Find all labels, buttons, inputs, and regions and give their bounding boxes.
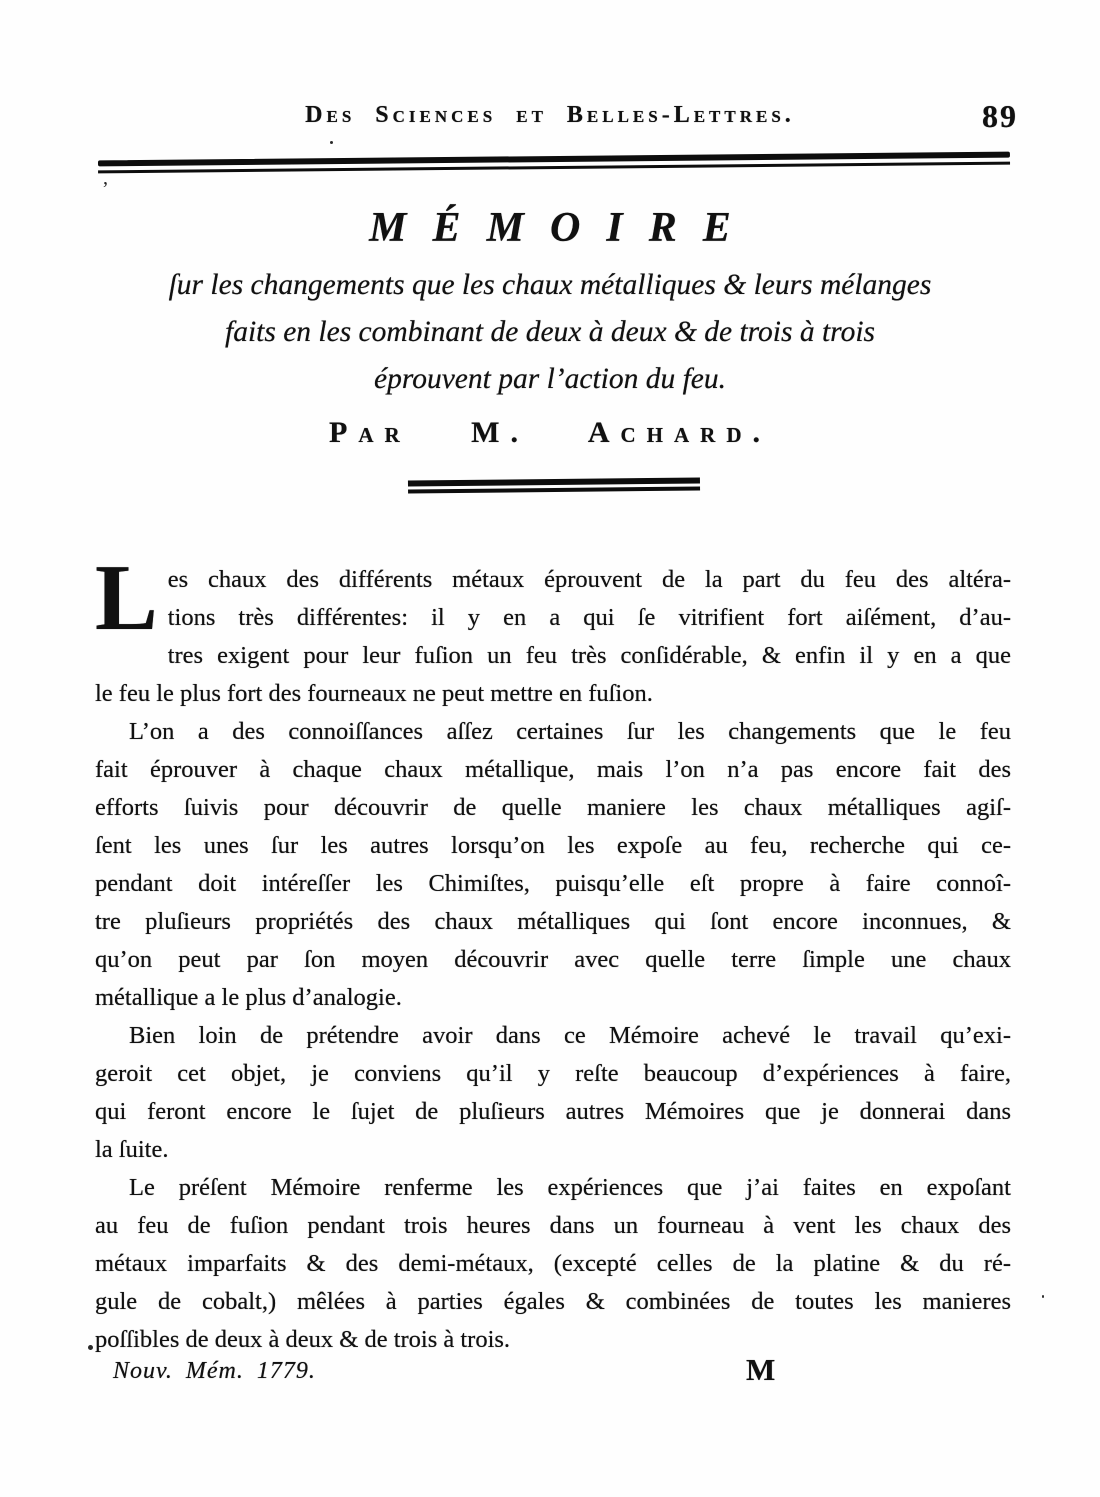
text-line: Le préſent Mémoire renferme les expériences que j’ai faites en expoſant	[129, 1174, 1011, 1201]
author-byline: Par M. Achard.	[329, 416, 771, 449]
text-line: ſent les unes ſur les autres lorsqu’on les expoſe au feu, recherche qui ce-	[95, 832, 1011, 859]
text-line: pendant doit intéreſſer les Chimiſtes, puisqu’elle eſt propre à faire connoî-	[95, 870, 1011, 897]
text-line: fait éprouver à chaque chaux métallique, mais l’on n’a pas encore fait des	[95, 756, 1011, 783]
subtitle-line: éprouvent par l’action du feu.	[373, 363, 726, 395]
text-line: au feu de fuſion pendant trois heures dans un fourneau à vent les chaux des	[95, 1212, 1011, 1239]
text-line: tre pluſieurs propriétés des chaux métalliques qui ſont encore inconnues, &	[95, 908, 1011, 935]
text-line: gule de cobalt,) mêlées à parties égales & combinées de toutes les manieres	[95, 1288, 1011, 1315]
text-line: geroit cet objet, je conviens qu’il y reſte beaucoup d’expériences à faire,	[95, 1060, 1011, 1087]
paragraph	[95, 713, 1011, 1017]
text-line: L’on a des connoiſſances aſſez certaines ſur les changements que le feu	[129, 718, 1011, 745]
text-line: le feu le plus fort des fourneaux ne peut mettre en fuſion.	[95, 680, 653, 707]
text-line: poſſibles de deux à deux & de trois à trois.	[95, 1326, 511, 1353]
paragraph	[95, 1169, 1011, 1359]
scan-speck	[88, 1345, 93, 1350]
signature-mark: M	[746, 1352, 776, 1387]
running-head: Des Sciences et Belles-Lettres.	[305, 102, 795, 128]
paragraph	[95, 1017, 1011, 1169]
body-text	[95, 546, 1011, 1359]
text-line: qui feront encore le ſujet de pluſieurs autres Mémoires que je donnerai dans	[95, 1098, 1011, 1125]
subtitle-line: ſur les changements que les chaux métalliques & leurs mélanges	[168, 269, 932, 301]
text-line: tres exigent pour leur fuſion un feu très conſidérable, & enfin il y en a que	[167, 642, 1011, 669]
ink-speck-mark: ’	[102, 178, 109, 200]
text-line: es chaux des différents métaux éprouvent de la part du feu des altéra-	[167, 566, 1011, 593]
text-line: qu’on peut par ſon moyen découvrir avec quelle terre ſimple une chaux	[95, 946, 1011, 973]
scan-speck	[330, 141, 333, 144]
drop-cap: L	[95, 546, 158, 650]
text-line: métallique a le plus d’analogie.	[95, 984, 402, 1011]
volume-footer-note: Nouv. Mém. 1779.	[113, 1358, 316, 1384]
double-rule-divider	[408, 477, 700, 493]
paragraph	[95, 546, 1011, 713]
text-line: tions très différentes: il y en a qui ſe vitrifient fort aiſément, d’au-	[167, 604, 1011, 631]
text-line: métaux imparfaits & des demi-métaux, (excepté celles de la platine & du ré-	[95, 1250, 1011, 1277]
memoir-subtitle	[0, 262, 1100, 403]
text-line: la ſuite.	[95, 1136, 169, 1163]
text-line: efforts ſuivis pour découvrir de quelle maniere les chaux métalliques agiſ-	[95, 794, 1011, 821]
scan-speck	[1042, 1295, 1044, 1298]
page-number: 89	[982, 98, 1018, 134]
memoir-title: MÉMOIRE	[369, 205, 757, 251]
text-line: Bien loin de prétendre avoir dans ce Mémoire achevé le travail qu’exi-	[129, 1022, 1011, 1049]
double-rule-header	[98, 152, 1010, 173]
subtitle-line: faits en les combinant de deux à deux & de trois à trois	[225, 316, 875, 348]
